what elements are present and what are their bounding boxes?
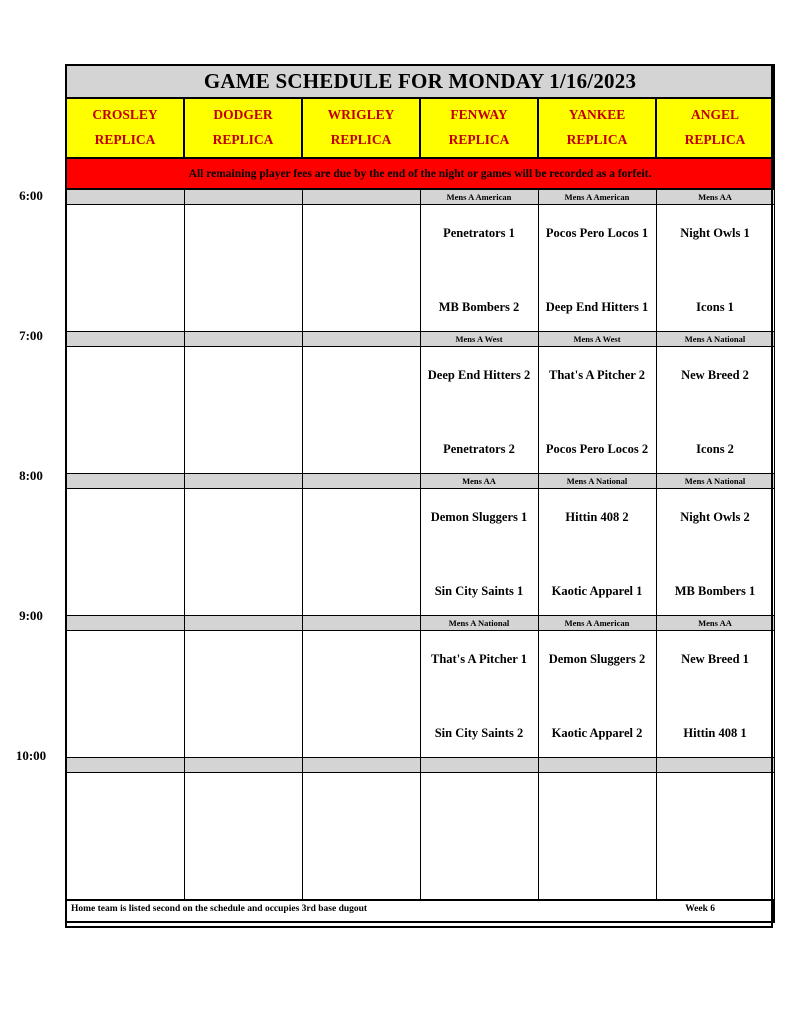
game-slot	[66, 489, 184, 616]
notice-row	[66, 158, 774, 189]
field-name-line2: REPLICA	[94, 132, 156, 147]
time-label-7: 7:00	[19, 328, 43, 343]
league-label: Mens A National	[656, 332, 774, 347]
field-name-line1: WRIGLEY	[327, 107, 395, 123]
game-row-7	[66, 347, 774, 474]
footer	[66, 900, 774, 922]
game-row-9	[66, 631, 774, 758]
field-name-line2: REPLICA	[684, 132, 746, 147]
time-label-6: 6:00	[19, 188, 43, 203]
league-label	[66, 758, 184, 773]
home-team	[188, 882, 299, 892]
field-header-yankee	[538, 98, 656, 158]
home-team	[306, 456, 417, 466]
home-team	[70, 456, 181, 466]
game-slot	[420, 773, 538, 901]
field-header-row	[66, 98, 774, 158]
league-label	[66, 189, 184, 205]
game-slot	[184, 489, 302, 616]
home-team: MB Bombers 1	[674, 583, 756, 598]
home-team	[306, 882, 417, 892]
field-header-angel	[656, 98, 774, 158]
time-label-8: 8:00	[19, 468, 43, 483]
league-label: Mens A American	[538, 616, 656, 631]
field-name-line1: DODGER	[213, 107, 273, 123]
schedule-table	[65, 64, 775, 923]
field-name-line2: REPLICA	[448, 132, 510, 147]
away-team: Demon Sluggers 2	[548, 652, 646, 666]
league-label	[302, 332, 420, 347]
home-team	[70, 314, 181, 324]
field-header-dodger	[184, 98, 302, 158]
home-team	[188, 456, 299, 466]
league-row-7	[66, 332, 774, 347]
league-label: Mens AA	[656, 189, 774, 205]
league-label	[66, 332, 184, 347]
league-row-6	[66, 189, 774, 205]
game-slot	[66, 347, 184, 474]
title-row	[66, 65, 774, 98]
field-name-line1: FENWAY	[450, 107, 508, 123]
league-label	[656, 758, 774, 773]
home-team	[306, 740, 417, 750]
game-slot	[656, 489, 774, 616]
game-slot	[184, 347, 302, 474]
league-label: Mens A National	[420, 616, 538, 631]
league-label	[302, 616, 420, 631]
game-slot	[420, 347, 538, 474]
league-label: Mens A National	[538, 474, 656, 489]
game-slot	[184, 631, 302, 758]
league-label	[538, 758, 656, 773]
league-label	[184, 474, 302, 489]
fees-notice: All remaining player fees are due by the end of the night or games will be recorded as a forfeit.	[66, 158, 774, 189]
game-slot	[538, 631, 656, 758]
game-slot	[66, 205, 184, 332]
home-team	[424, 882, 535, 892]
game-slot	[302, 773, 420, 901]
game-row-6	[66, 205, 774, 332]
league-label	[184, 616, 302, 631]
home-team	[188, 740, 299, 750]
home-team: MB Bombers 2	[438, 299, 520, 314]
home-team	[660, 882, 771, 892]
field-name-line2: REPLICA	[330, 132, 392, 147]
away-team: Hittin 408 2	[565, 510, 629, 524]
league-label: Mens AA	[656, 616, 774, 631]
game-slot	[538, 347, 656, 474]
league-label: Mens A West	[538, 332, 656, 347]
league-label: Mens A West	[420, 332, 538, 347]
game-slot	[420, 205, 538, 332]
away-team: Pocos Pero Locos 1	[545, 226, 649, 240]
away-team: Demon Sluggers 1	[430, 510, 528, 524]
home-team: Pocos Pero Locos 2	[545, 441, 649, 456]
time-label-10: 10:00	[15, 748, 47, 763]
game-slot	[302, 205, 420, 332]
game-slot	[538, 205, 656, 332]
home-team: Sin City Saints 1	[434, 583, 524, 598]
game-slot	[184, 205, 302, 332]
league-label	[302, 474, 420, 489]
home-team	[70, 598, 181, 608]
game-slot	[302, 347, 420, 474]
home-team	[70, 740, 181, 750]
away-team: Night Owls 2	[680, 510, 750, 524]
game-slot	[66, 773, 184, 901]
field-name-line2: REPLICA	[212, 132, 274, 147]
league-row-9	[66, 616, 774, 631]
league-label: Mens AA	[420, 474, 538, 489]
league-label	[184, 758, 302, 773]
page-title: GAME SCHEDULE FOR MONDAY 1/16/2023	[66, 65, 774, 98]
game-slot	[538, 489, 656, 616]
league-label	[184, 332, 302, 347]
game-slot	[656, 773, 774, 901]
home-team: Kaotic Apparel 2	[551, 725, 643, 740]
league-label	[66, 474, 184, 489]
field-name-line1: YANKEE	[568, 107, 626, 123]
home-team: Penetrators 2	[443, 441, 515, 456]
league-label	[184, 189, 302, 205]
away-team: New Breed 1	[681, 652, 749, 666]
week-label: Week 6	[685, 904, 716, 914]
away-team: Penetrators 1	[443, 226, 515, 240]
home-team: Deep End Hitters 1	[545, 299, 649, 314]
schedule-table-wrap	[65, 64, 773, 923]
game-slot	[420, 489, 538, 616]
time-label-9: 9:00	[19, 608, 43, 623]
game-slot	[66, 631, 184, 758]
league-label: Mens A American	[420, 189, 538, 205]
game-slot	[184, 773, 302, 901]
league-label	[302, 758, 420, 773]
home-team	[306, 598, 417, 608]
home-team	[542, 882, 653, 892]
game-slot	[656, 205, 774, 332]
game-row-8	[66, 489, 774, 616]
home-team	[70, 882, 181, 892]
field-name-line2: REPLICA	[566, 132, 628, 147]
field-header-wrigley	[302, 98, 420, 158]
league-row-10	[66, 758, 774, 773]
away-team: That's A Pitcher 2	[549, 368, 645, 382]
home-team: Sin City Saints 2	[434, 725, 524, 740]
away-team: That's A Pitcher 1	[431, 652, 527, 666]
game-slot	[656, 631, 774, 758]
game-slot	[656, 347, 774, 474]
home-team	[188, 598, 299, 608]
league-label	[66, 616, 184, 631]
footer-note: Home team is listed second on the schedule and occupies 3rd base dugout	[71, 904, 368, 914]
away-team: Deep End Hitters 2	[427, 368, 531, 382]
league-label	[420, 758, 538, 773]
league-label: Mens A National	[656, 474, 774, 489]
league-row-8	[66, 474, 774, 489]
home-team	[188, 314, 299, 324]
home-team: Icons 1	[696, 299, 734, 314]
field-name-line1: CROSLEY	[92, 107, 158, 123]
game-slot	[302, 489, 420, 616]
home-team: Hittin 408 1	[683, 725, 747, 740]
game-slot	[420, 631, 538, 758]
footer-row	[66, 900, 774, 922]
field-header-crosley	[66, 98, 184, 158]
home-team	[306, 314, 417, 324]
home-team: Kaotic Apparel 1	[551, 583, 643, 598]
game-slot	[302, 631, 420, 758]
home-team: Icons 2	[696, 441, 734, 456]
away-team: New Breed 2	[681, 368, 749, 382]
game-slot	[538, 773, 656, 901]
game-row-10	[66, 773, 774, 901]
league-label	[302, 189, 420, 205]
field-header-fenway	[420, 98, 538, 158]
league-label: Mens A American	[538, 189, 656, 205]
away-team: Night Owls 1	[680, 226, 750, 240]
field-name-line1: ANGEL	[691, 107, 740, 123]
